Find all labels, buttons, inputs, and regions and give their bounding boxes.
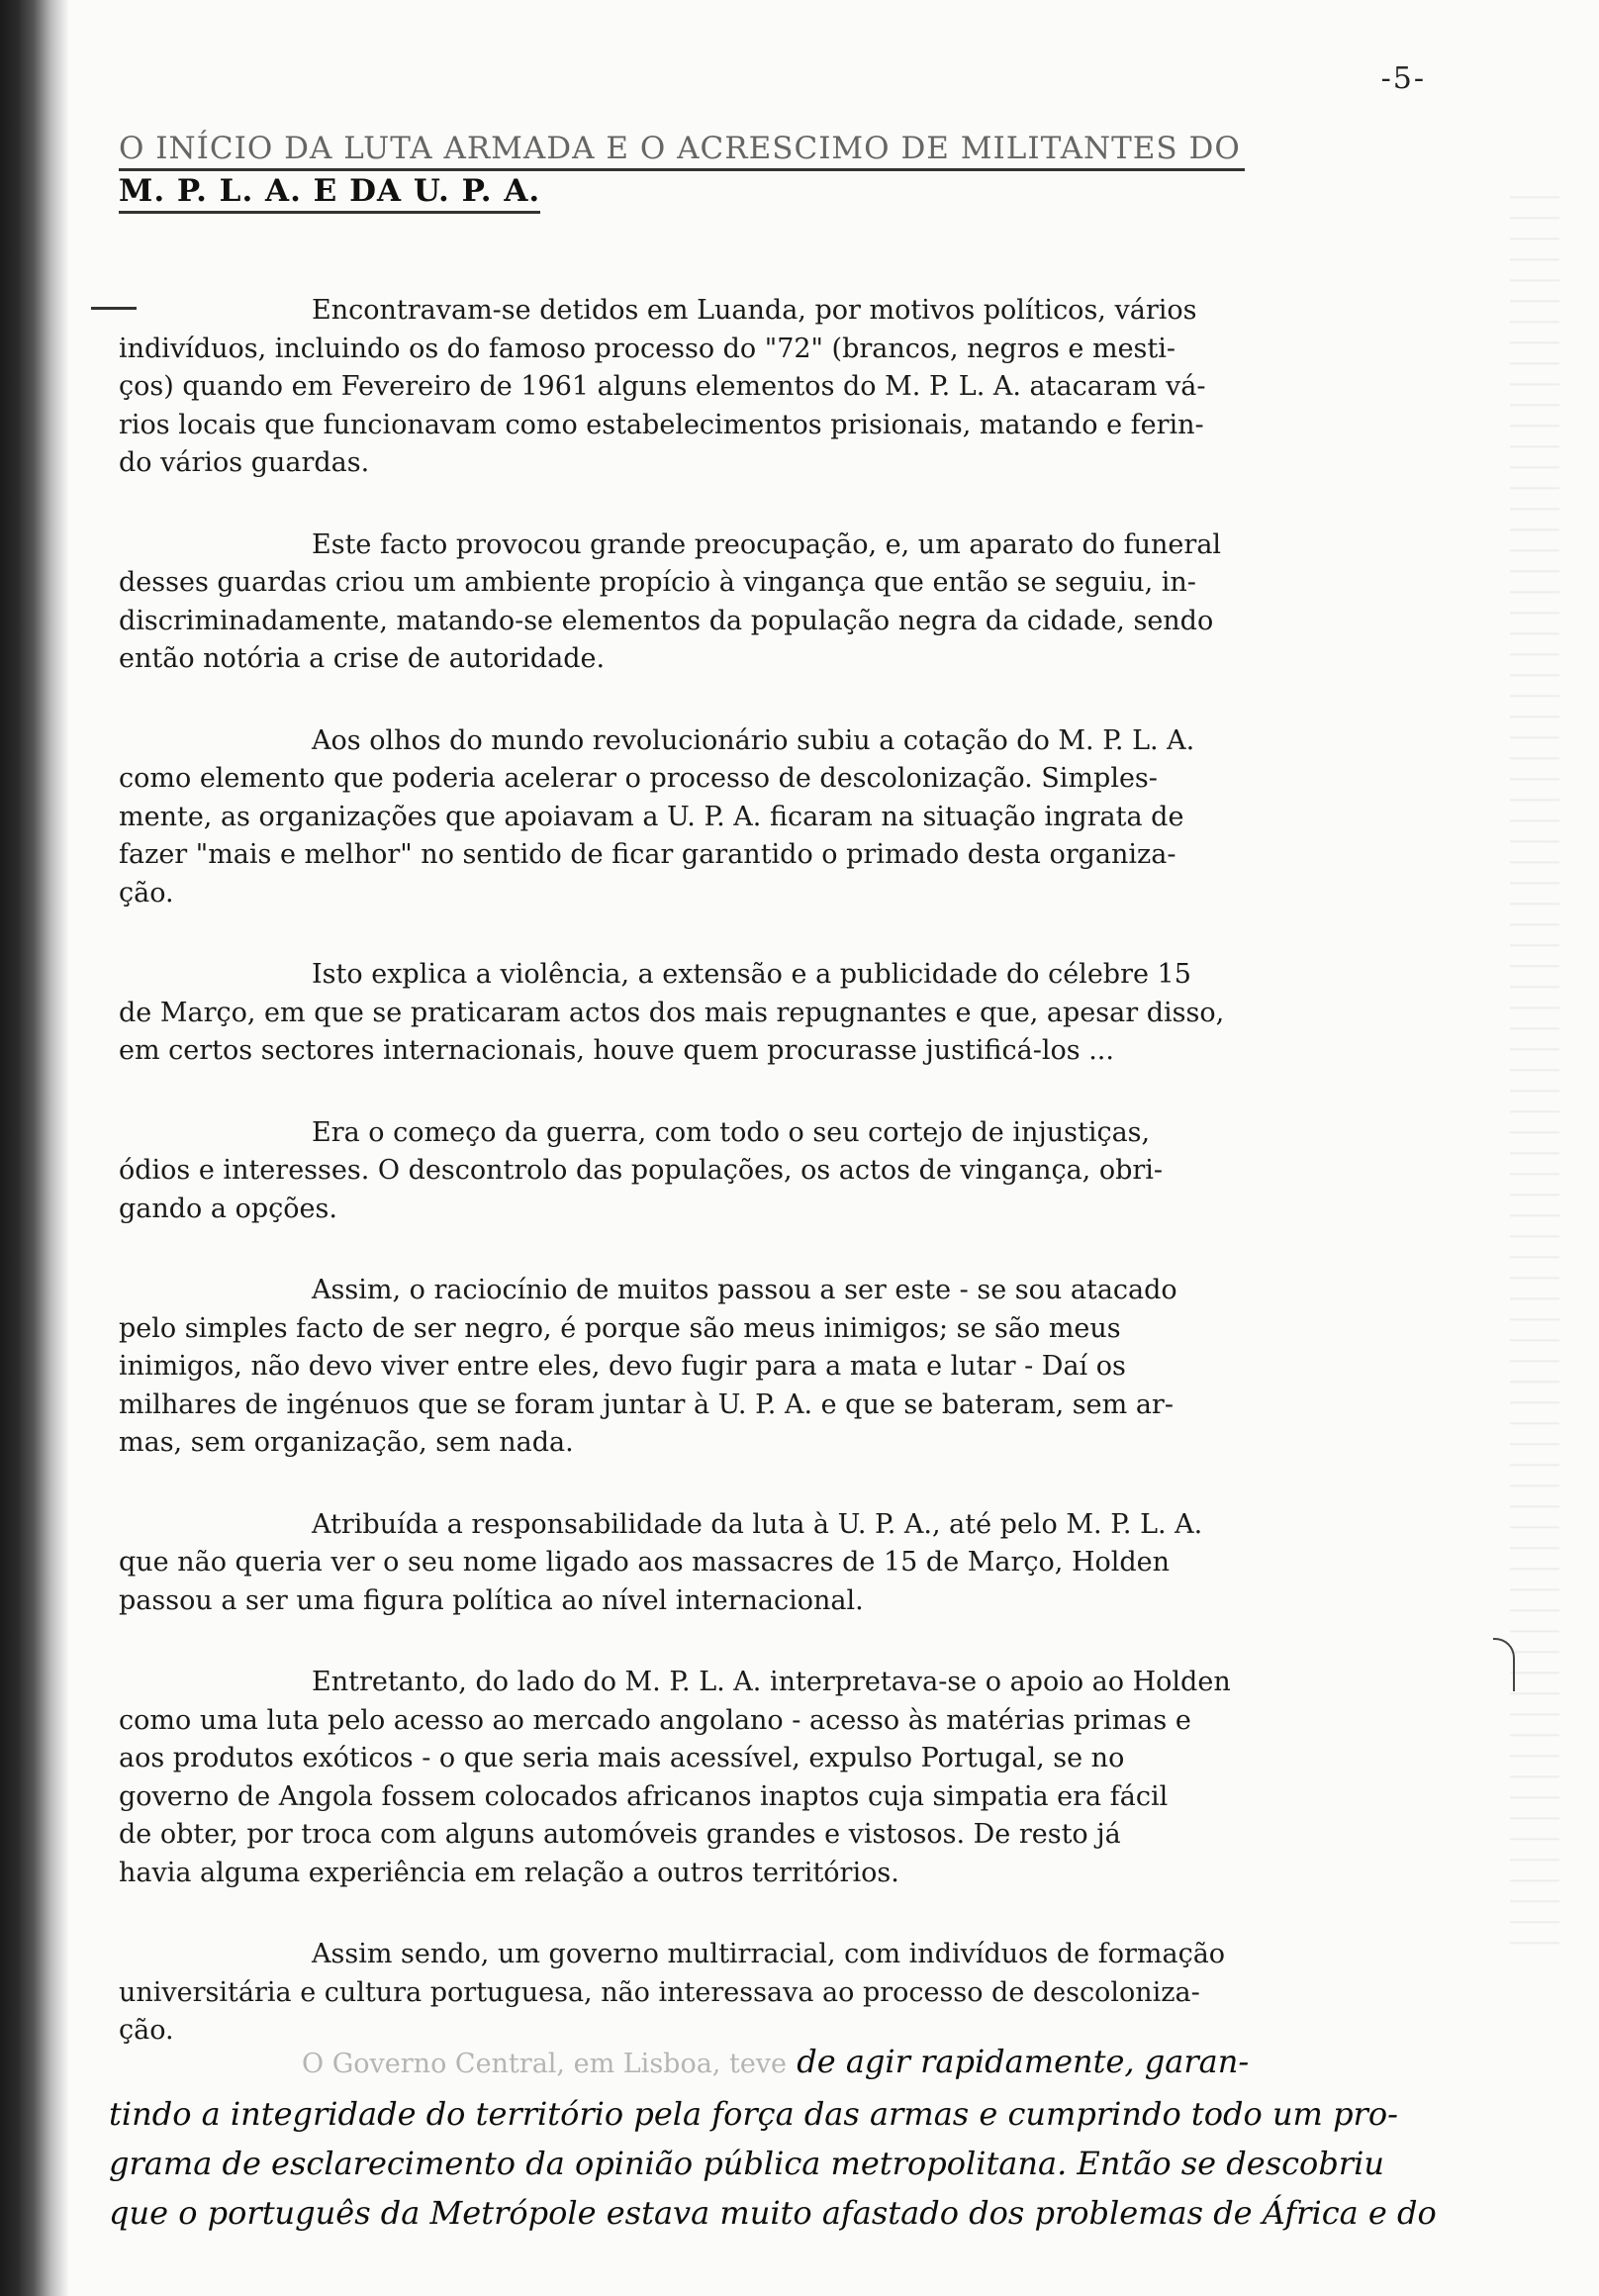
section-title-line-2: M. P. L. A. E DA U. P. A.	[119, 171, 540, 214]
paragraph-line: inimigos, não devo viver entre eles, devo fugir para a mata e lutar - Daí os	[119, 1351, 1126, 1382]
paragraph-line: indivíduos, incluindo os do famoso processo do "72" (brancos, negros e mesti-	[119, 333, 1176, 364]
paragraph-8	[119, 1664, 1489, 1892]
paragraph-line: rios locais que funcionavam como estabelecimentos prisionais, matando e ferin-	[119, 409, 1204, 440]
paragraph-line: Entretanto, do lado do M. P. L. A. interpretava-se o apoio ao Holden	[312, 1667, 1231, 1697]
paragraph-7	[119, 1506, 1489, 1621]
handwritten-line: grama de esclarecimento da opinião pública metropolitana. Então se descobriu	[109, 2145, 1384, 2182]
paragraph-3	[119, 722, 1489, 913]
paragraph-line: em certos sectores internacionais, houve quem procurasse justificá-los ...	[119, 1035, 1114, 1066]
paragraph-line: governo de Angola fossem colocados africanos inaptos cuja simpatia era fácil	[119, 1780, 1169, 1812]
paragraph-line: do vários guardas.	[119, 447, 370, 478]
paragraph-2	[119, 526, 1489, 679]
paragraph-9	[119, 1936, 1489, 2051]
paragraph-line: ção.	[119, 2015, 174, 2046]
paragraph-line: pelo simples facto de ser negro, é porque são meus inimigos; se são meus	[119, 1312, 1121, 1344]
paragraph-line: então notória a crise de autoridade.	[119, 643, 606, 674]
paragraph-5	[119, 1114, 1489, 1229]
paragraph-line: universitária e cultura portuguesa, não interessava ao processo de descoloniza-	[119, 1976, 1200, 2008]
paragraph-line: Assim sendo, um governo multirracial, com indivíduos de formação	[312, 1939, 1226, 1969]
paragraph-line: Atribuída a responsabilidade da luta à U. P. A., até pelo M. P. L. A.	[312, 1508, 1203, 1540]
paragraph-line: ços) quando em Fevereiro de 1961 alguns elementos do M. P. L. A. atacaram vá-	[119, 371, 1206, 402]
paragraph-line: de Março, em que se praticaram actos dos mais repugnantes e que, apesar disso,	[119, 997, 1225, 1028]
paragraph-line: ódios e interesses. O descontrolo das populações, os actos de vingança, obri-	[119, 1155, 1164, 1186]
paragraph-line: que não queria ver o seu nome ligado aos massacres de 15 de Março, Holden	[119, 1547, 1171, 1578]
scan-shadow-edge	[0, 0, 69, 2296]
paragraph-line: ção.	[119, 877, 174, 909]
handwritten-line: de agir rapidamente, garan-	[797, 2043, 1250, 2080]
paragraph-line: Assim, o raciocínio de muitos passou a ser este - se sou atacado	[312, 1275, 1177, 1305]
paragraph-line: como elemento que poderia acelerar o processo de descolonização. Simples-	[119, 763, 1158, 794]
paragraph-line: gando a opções.	[119, 1193, 337, 1224]
paragraph-line: Encontravam-se detidos em Luanda, por motivos políticos, vários	[312, 295, 1197, 326]
paragraph-line: milhares de ingénuos que se foram juntar à U. P. A. e que se bateram, sem ar-	[119, 1388, 1174, 1420]
paragraph-4	[119, 956, 1489, 1071]
handwritten-line: tindo a integridade do território pela força das armas e cumprindo todo um pro-	[109, 2095, 1398, 2133]
paragraph-line: aos produtos exóticos - o que seria mais acessível, expulso Portugal, se no	[119, 1743, 1125, 1773]
paragraph-line: mas, sem organização, sem nada.	[119, 1427, 574, 1458]
paragraph-line: Este facto provocou grande preocupação, e, um aparato do funeral	[312, 528, 1222, 560]
paragraph-line: passou a ser uma figura política ao nível internacional.	[119, 1584, 864, 1616]
paragraph-line: Isto explica a violência, a extensão e a publicidade do célebre 15	[312, 959, 1191, 990]
paragraph-line: Era o começo da guerra, com todo o seu cortejo de injustiças,	[312, 1116, 1151, 1148]
section-title	[119, 129, 1306, 214]
paragraph-line: Aos olhos do mundo revolucionário subiu a cotação do M. P. L. A.	[312, 724, 1195, 756]
paragraph-line: fazer "mais e melhor" no sentido de ficar garantido o primado desta organiza-	[119, 839, 1176, 870]
scan-speckle-margin	[1510, 178, 1559, 1960]
paragraph-line: desses guardas criou um ambiente propício à vingança que então se seguiu, in-	[119, 567, 1196, 598]
handwritten-line: que o português da Metrópole estava muito afastado dos problemas de África e do	[109, 2194, 1437, 2232]
page-number: -5-	[1380, 61, 1426, 96]
paragraph-line: discriminadamente, matando-se elementos da população negra da cidade, sendo	[119, 605, 1214, 636]
paragraph-line: mente, as organizações que apoiavam a U. P. A. ficaram na situação ingrata de	[119, 801, 1184, 832]
paragraph-line: havia alguma experiência em relação a outros territórios.	[119, 1857, 899, 1888]
paragraph-line: como uma luta pelo acesso ao mercado angolano - acesso às matérias primas e	[119, 1704, 1191, 1736]
faded-typed-lead: O Governo Central, em Lisboa, teve	[302, 2049, 788, 2079]
document-body	[119, 292, 1489, 2094]
paragraph-1	[119, 292, 1489, 483]
paragraph-line: de obter, por troca com alguns automóveis grandes e vistosos. De resto já	[119, 1819, 1121, 1850]
section-title-line-1: O INÍCIO DA LUTA ARMADA E O ACRESCIMO DE MILITANTES DO	[119, 129, 1245, 171]
margin-bracket-mark	[1493, 1638, 1515, 1691]
handwritten-paragraph	[109, 2037, 1494, 2238]
paragraph-6	[119, 1272, 1489, 1463]
